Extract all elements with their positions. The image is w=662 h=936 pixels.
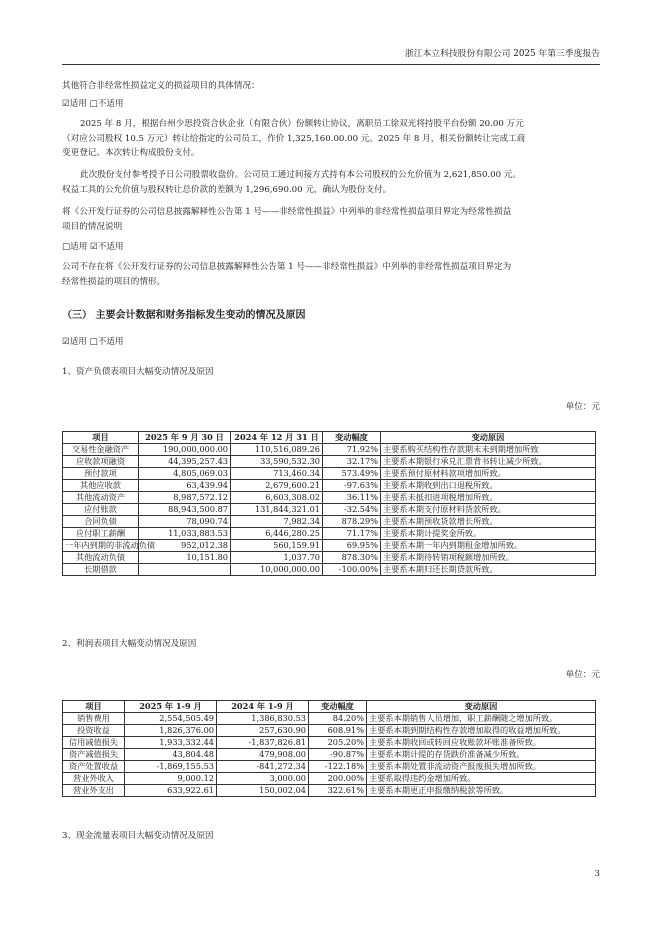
cell-item: 其他流动资产 — [63, 492, 139, 504]
cell-change: -97.63% — [323, 480, 381, 492]
cell-reason: 主要系本期处置非流动资产报废损失增加所致。 — [367, 761, 596, 773]
cell-item: 其他应收款 — [63, 480, 139, 492]
table-row — [63, 516, 596, 528]
table-row — [63, 444, 596, 456]
cell-change: 322.61% — [309, 785, 367, 797]
cell-current: 1,826,376.00 — [125, 725, 217, 737]
cell-change: 205.20% — [309, 737, 367, 749]
listed-items-checkbox: □适用 ☑不适用 — [62, 242, 124, 252]
cell-change: 573.49% — [323, 468, 381, 480]
cell-item: 应收款项融资 — [63, 456, 139, 468]
cell-reason: 主要系本期到期结构性存款增加取得的收益增加所致。 — [367, 725, 596, 737]
balance-sheet-table — [62, 431, 596, 576]
income-statement-table — [62, 700, 596, 797]
paragraph-line: 2025 年 8 月，根据台州少思投资合伙企业（有限合伙）份额转让协议，离职员工徐双光将持股平台份额 20.00 万元 — [80, 119, 524, 129]
listed-items-statement — [62, 260, 602, 289]
table-header-row — [63, 432, 596, 444]
cell-item: 一年内到期的非流动负债 — [63, 540, 139, 552]
col-header-item: 项目 — [63, 701, 125, 713]
cell-prior: 6,603,308.02 — [231, 492, 323, 504]
cell-reason: 主要系本期销售人员增加，职工薪酬随之增加所致。 — [367, 713, 596, 725]
cell-reason: 主要系预付原材料款项增加所致。 — [381, 468, 596, 480]
cell-prior: 1,386,830.53 — [217, 713, 309, 725]
cell-current: 4,805,069.03 — [139, 468, 231, 480]
report-header: 浙江本立科技股份有限公司 2025 年第三季度报告 — [404, 49, 600, 59]
cell-change: 608.91% — [309, 725, 367, 737]
table-row — [63, 773, 596, 785]
cell-reason: 主要系本期待转销项税额增加所致。 — [381, 552, 596, 564]
cell-prior: 110,516,089.26 — [231, 444, 323, 456]
cell-current: 8,987,572.12 — [139, 492, 231, 504]
cell-current: 43,804.48 — [125, 749, 217, 761]
col-header-item: 项目 — [63, 432, 139, 444]
statement-line: 经常性损益的项目的情形。 — [62, 276, 166, 287]
cell-current: 190,000,000.00 — [139, 444, 231, 456]
table-row — [63, 564, 596, 576]
cell-item: 合同负债 — [63, 516, 139, 528]
table-row — [63, 528, 596, 540]
cell-item: 投资收益 — [63, 725, 125, 737]
cell-current: 952,012.38 — [139, 540, 231, 552]
paragraph-line: 变更登记。本次转让构成股份支付。 — [62, 148, 200, 158]
cell-current: 1,933,332.44 — [125, 737, 217, 749]
cell-current: 78,090.74 — [139, 516, 231, 528]
listed-items-heading — [62, 205, 602, 234]
col-header-reason: 变动原因 — [381, 432, 596, 444]
section-title: （三） 主要会计数据和财务指标发生变动的情况及原因 — [62, 310, 306, 321]
table-row — [63, 725, 596, 737]
cell-change: 200.00% — [309, 773, 367, 785]
col-header-prior: 2024 年 1-9 月 — [217, 701, 309, 713]
col-header-current: 2025 年 1-9 月 — [125, 701, 217, 713]
other-items-heading: 其他符合非经常性损益定义的损益项目的具体情况： — [62, 81, 260, 91]
cell-prior: -841,272.34 — [217, 761, 309, 773]
paragraph-line: 权益工具的公允价值与股权转让总价款的差额为 1,296,690.00 元，确认为股份支付。 — [62, 184, 392, 195]
cell-reason: 主要系取得违约金增加所致。 — [367, 773, 596, 785]
cell-prior: 131,844,321.01 — [231, 504, 323, 516]
cell-prior: 33,590,532.30 — [231, 456, 323, 468]
cell-item: 营业外收入 — [63, 773, 125, 785]
table-row — [63, 737, 596, 749]
cell-reason: 主要系本期收到出口退税所致。 — [381, 480, 596, 492]
page-number: 3 — [594, 869, 600, 879]
table-row — [63, 468, 596, 480]
table-row — [63, 761, 596, 773]
paragraph-line: （对应公司股权 10.5 万元）转让给指定的公司员工，作价 1,325,160.00.00 元。2025 年 8 月，相关份额转让完成工商 — [62, 133, 526, 144]
cell-current: 10,151.80 — [139, 552, 231, 564]
cell-change: 69.95% — [323, 540, 381, 552]
cell-prior: 560,159.91 — [231, 540, 323, 552]
cashflow-title: 3、现金流量表项目大幅变动情况及原因 — [62, 831, 214, 841]
col-header-change: 变动幅度 — [323, 432, 381, 444]
col-header-current: 2025 年 9 月 30 日 — [139, 432, 231, 444]
cell-prior: 3,000.00 — [217, 773, 309, 785]
cell-current: 44,395,257.43 — [139, 456, 231, 468]
cell-current: -1,869,155.53 — [125, 761, 217, 773]
cell-item: 其他流动负债 — [63, 552, 139, 564]
cell-prior: 10,000,000.00 — [231, 564, 323, 576]
cell-reason: 主要系本期计提奖金所致。 — [381, 528, 596, 540]
table-row — [63, 540, 596, 552]
cell-current: 633,922.61 — [125, 785, 217, 797]
cell-current: 9,000.12 — [125, 773, 217, 785]
col-header-reason: 变动原因 — [367, 701, 596, 713]
heading-line: 项目的情况说明 — [62, 221, 123, 232]
cell-prior: 2,679,600.21 — [231, 480, 323, 492]
table-row — [63, 785, 596, 797]
cell-current: 88,943,500.87 — [139, 504, 231, 516]
cell-reason: 主要系购买结构性存款期末未到期增加所致 — [381, 444, 596, 456]
balance-sheet-title: 1、资产负债表项目大幅变动情况及原因 — [62, 367, 214, 377]
cell-reason: 主要系本期银行承兑汇票背书转让减少所致。 — [381, 456, 596, 468]
table-row — [63, 480, 596, 492]
cell-prior: 150,002.04 — [217, 785, 309, 797]
cell-prior: 479,908.00 — [217, 749, 309, 761]
cell-change: -90.87% — [309, 749, 367, 761]
cell-reason: 主要系本期归还长期贷款所致。 — [381, 564, 596, 576]
cell-reason: 主要系本期计提的存货跌价准备减少所致。 — [367, 749, 596, 761]
cell-reason: 主要系本期更正申报缴纳税款等所致。 — [367, 785, 596, 797]
balance-unit: 单位：元 — [565, 402, 600, 412]
cell-prior: -1,837,826.81 — [217, 737, 309, 749]
cell-change: 36.11% — [323, 492, 381, 504]
table-row — [63, 504, 596, 516]
section-checkbox: ☑适用 □不适用 — [62, 337, 124, 347]
cell-item: 资产处置收益 — [63, 761, 125, 773]
other-items-checkbox: ☑适用 □不适用 — [62, 99, 124, 109]
cell-current: 63,439.94 — [139, 480, 231, 492]
cell-prior: 6,446,280.25 — [231, 528, 323, 540]
cell-current: 2,554,505.49 — [125, 713, 217, 725]
cell-item: 应付账款 — [63, 504, 139, 516]
other-items-paragraph-2 — [62, 168, 602, 197]
income-statement-title: 2、利润表项目大幅变动情况及原因 — [62, 639, 197, 649]
cell-change: -122.18% — [309, 761, 367, 773]
table-row — [63, 552, 596, 564]
cell-item: 营业外支出 — [63, 785, 125, 797]
cell-reason: 主要系本期一年内到期租金增加所致。 — [381, 540, 596, 552]
statement-line: 公司不存在将《公开发行证券的公司信息披露解释性公告第 1 号——非经常性损益》中列举的非经常性损益项目界定为 — [62, 262, 512, 272]
table-header-row — [63, 701, 596, 713]
cell-change: 878.29% — [323, 516, 381, 528]
cell-current — [139, 564, 231, 576]
cell-item: 信用减值损失 — [63, 737, 125, 749]
heading-line: 将《公开发行证券的公司信息披露解释性公告第 1 号——非经常性损益》中列举的非经常性损益项目界定为经常性损益 — [62, 207, 512, 217]
cell-prior: 713,460.34 — [231, 468, 323, 480]
cell-item: 交易性金融资产 — [63, 444, 139, 456]
cell-change: -32.54% — [323, 504, 381, 516]
cell-prior: 257,630.90 — [217, 725, 309, 737]
cell-item: 预付款项 — [63, 468, 139, 480]
cell-item: 长期借款 — [63, 564, 139, 576]
paragraph-line: 此次股份支付参考授予日公司股票收盘价。公司员工通过间接方式持有本公司股权的公允价值为 2,621,850.00 元。 — [80, 170, 521, 180]
cell-prior: 1,037.70 — [231, 552, 323, 564]
cell-item: 销售费用 — [63, 713, 125, 725]
other-items-paragraph-1 — [62, 117, 602, 161]
cell-change: 71.17% — [323, 528, 381, 540]
income-unit: 单位：元 — [565, 670, 600, 680]
table-row — [63, 492, 596, 504]
table-row — [63, 456, 596, 468]
cell-change: 32.17% — [323, 456, 381, 468]
col-header-change: 变动幅度 — [309, 701, 367, 713]
cell-reason: 主要系未抵扣进项税增加所致。 — [381, 492, 596, 504]
cell-reason: 主要系本期收回或转回应收账款坏账准备所致。 — [367, 737, 596, 749]
cell-item: 资产减值损失 — [63, 749, 125, 761]
cell-current: 11,033,883.53 — [139, 528, 231, 540]
cell-change: 878.30% — [323, 552, 381, 564]
table-row — [63, 713, 596, 725]
cell-change: -100.00% — [323, 564, 381, 576]
col-header-prior: 2024 年 12 月 31 日 — [231, 432, 323, 444]
header-divider — [62, 64, 600, 65]
cell-prior: 7,982.34 — [231, 516, 323, 528]
cell-reason: 主要系本期支付原材料货款所致。 — [381, 504, 596, 516]
table-row — [63, 749, 596, 761]
cell-reason: 主要系本期预收货款增长所致。 — [381, 516, 596, 528]
cell-item: 应付职工薪酬 — [63, 528, 139, 540]
cell-change: 84.20% — [309, 713, 367, 725]
cell-change: 71.92% — [323, 444, 381, 456]
